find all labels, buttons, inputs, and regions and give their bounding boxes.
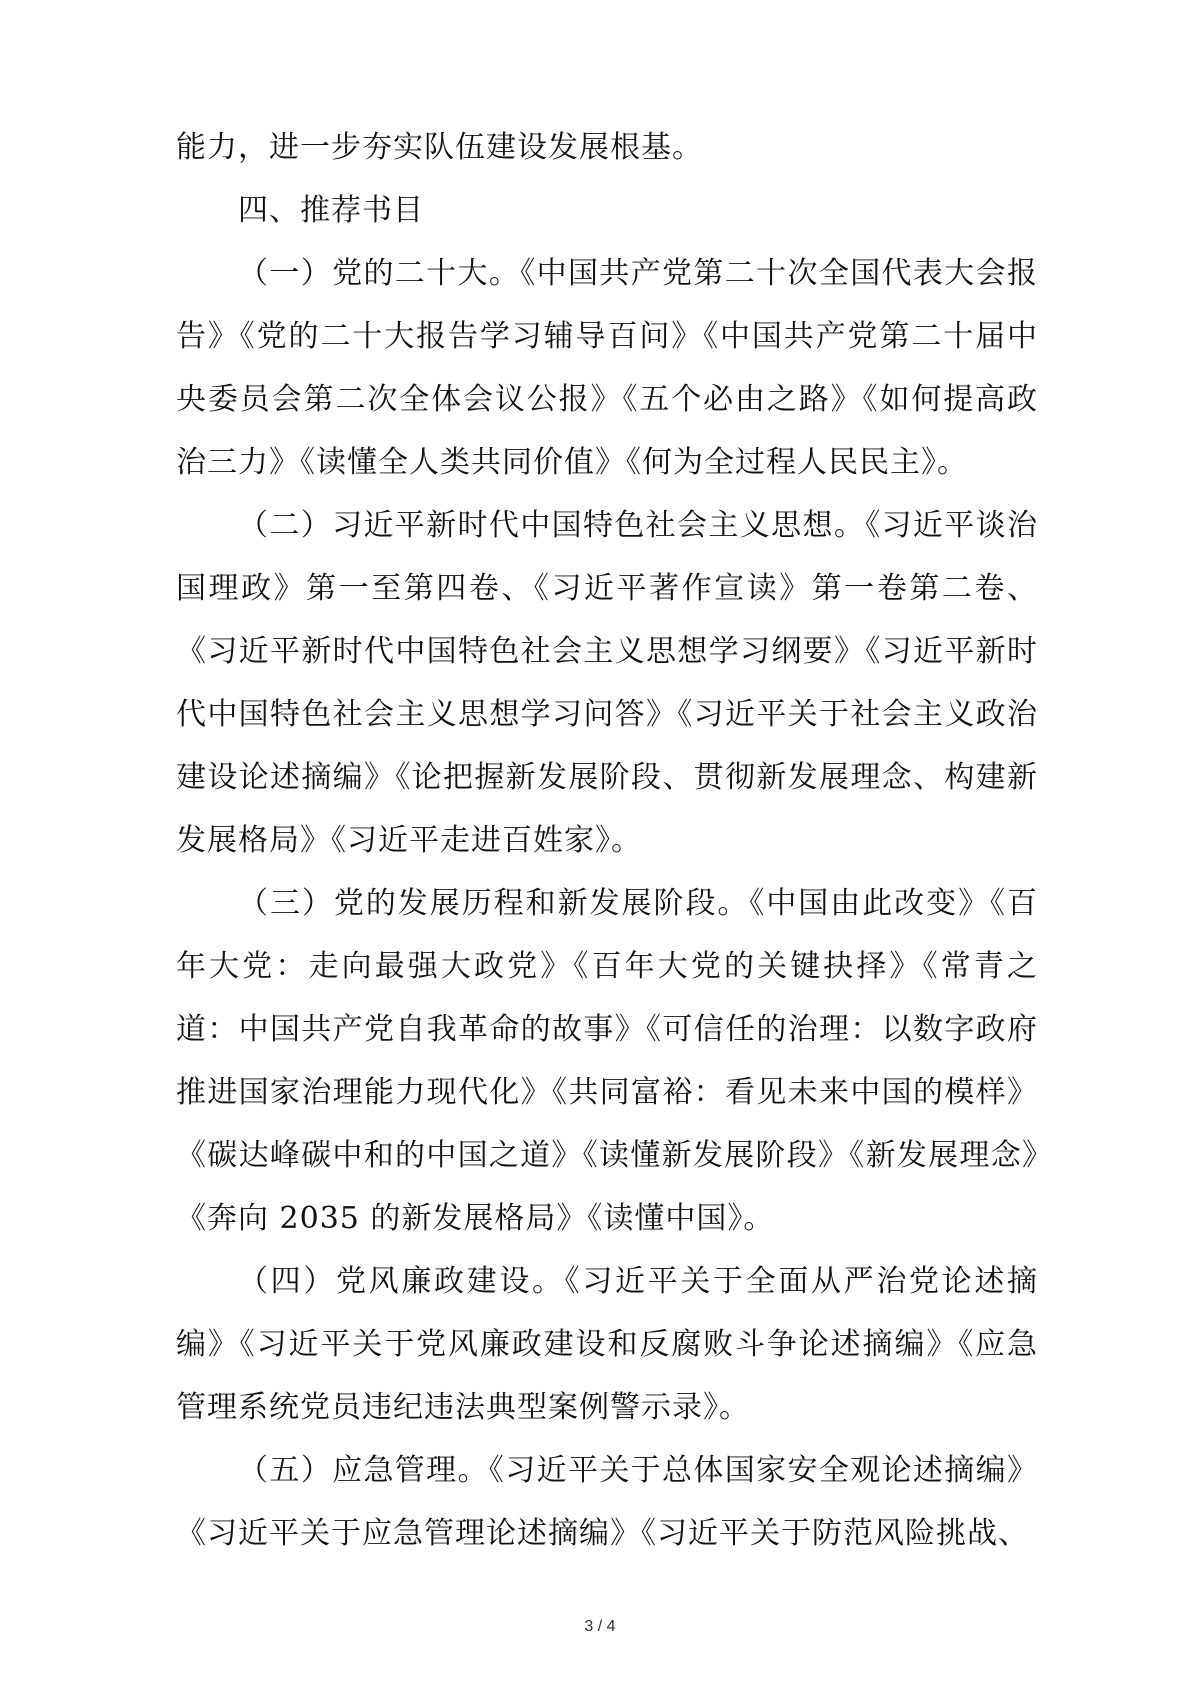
paragraph-party-20th-congress: （一）党的二十大。《中国共产党第二十次全国代表大会报告》《党的二十大报告学习辅导百问》《中国共产党第二十届中央委员会第二次全体会议公报》《五个必由之路》《如何提高政治三力》《读懂全人类共同价值》《何为全过程人民民主》。 [176, 256, 1038, 480]
paragraph-party-history: （三）党的发展历程和新发展阶段。《中国由此改变》《百年大党：走向最强大政党》《百年大党的关键抉择》《常青之道：中国共产党自我革命的故事》《可信任的治理：以数字政府推进国家治理能力现代化》《共同富裕：看见未来中国的模样》《碳达峰碳中和的中国之道》《读懂新发展阶段》《新发展理念》《奔向 2035 的新发展格局》《读懂中国》。 [176, 886, 1038, 1236]
paragraph-continuation: 能力，进一步夯实队伍建设发展根基。 [176, 130, 703, 165]
document-body [176, 116, 1038, 1565]
page-number: 3 / 4 [584, 1618, 616, 1635]
paragraph-xi-thought: （二）习近平新时代中国特色社会主义思想。《习近平谈治国理政》第一至第四卷、《习近平著作宣读》第一卷第二卷、《习近平新时代中国特色社会主义思想学习纲要》《习近平新时代中国特色社会主义思想学习问答》《习近平关于社会主义政治建设论述摘编》《论把握新发展阶段、贯彻新发展理念、构建新发展格局》《习近平走进百姓家》。 [176, 508, 1038, 858]
section-heading-recommended-books: 四、推荐书目 [238, 193, 424, 228]
paragraph-emergency-management: （五）应急管理。《习近平关于总体国家安全观论述摘编》《习近平关于应急管理论述摘编》《习近平关于防范风险挑战、 [176, 1453, 1038, 1551]
paragraph-clean-governance: （四）党风廉政建设。《习近平关于全面从严治党论述摘编》《习近平关于党风廉政建设和反腐败斗争论述摘编》《应急管理系统党员违纪违法典型案例警示录》。 [176, 1264, 1038, 1425]
